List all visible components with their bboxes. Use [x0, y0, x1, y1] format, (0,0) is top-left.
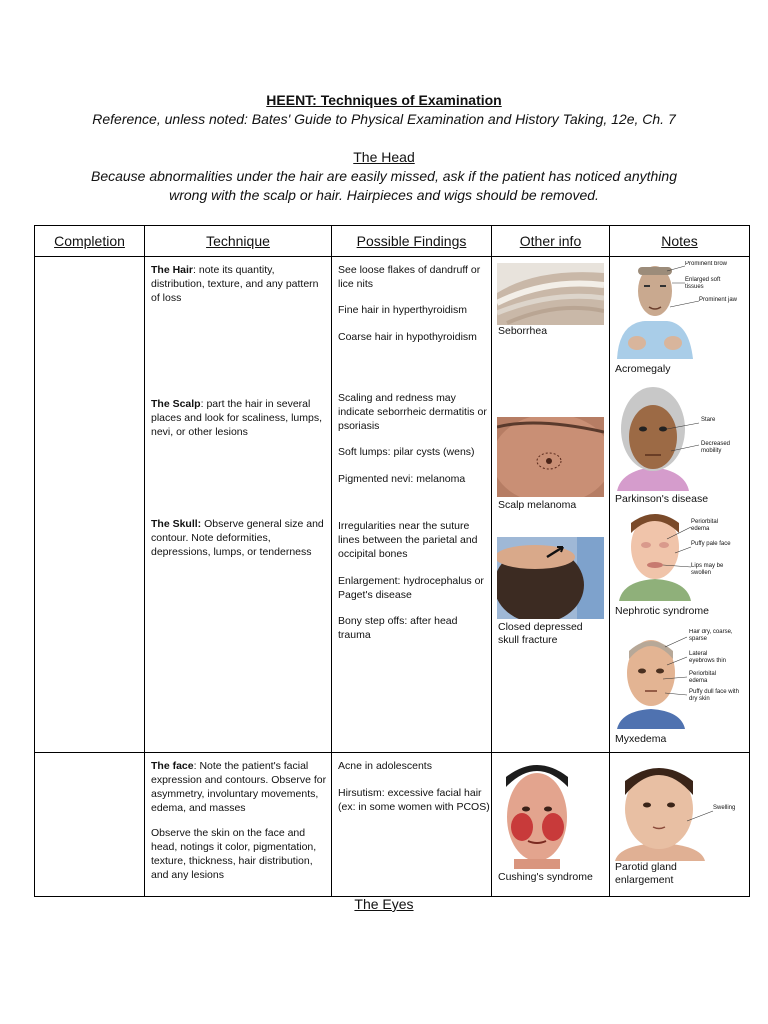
finding-item: Fine hair in hyperthyroidism	[338, 304, 467, 316]
col-header-notes: Notes	[610, 226, 750, 257]
col-header-other-info: Other info	[492, 226, 610, 257]
col-header-findings: Possible Findings	[332, 226, 492, 257]
myxedema-label: Lateral eyebrows thin	[689, 651, 727, 664]
myxedema-label: Puffy dull face with dry skin	[689, 689, 739, 702]
completion-cell	[35, 257, 145, 753]
caption-cushings: Cushing's syndrome	[498, 871, 593, 883]
caption-parotid: Parotid gland enlargement	[615, 861, 677, 886]
finding-item: Hirsutism: excessive facial hair (ex: in some women with PCOS)	[338, 787, 490, 813]
skull-fracture-photo	[497, 537, 604, 619]
finding-item: See loose flakes of dandruff or lice nits	[338, 264, 481, 290]
col-header-completion: Completion	[35, 226, 145, 257]
col-header-technique: Technique	[145, 226, 332, 257]
seborrhea-photo	[497, 263, 604, 325]
exam-table	[34, 225, 750, 897]
parkinsons-label: Decreased mobility	[701, 441, 731, 454]
head-intro	[84, 167, 684, 205]
finding-item: Pigmented nevi: melanoma	[338, 473, 466, 485]
finding-item: Bony step offs: after head trauma	[338, 615, 458, 641]
caption-acromegaly: Acromegaly	[615, 363, 671, 375]
nephrotic-label: Lips may be swollen	[691, 563, 724, 576]
myxedema-illustration	[615, 629, 743, 729]
intro-line-1: Because abnormalities under the hair are easily missed, ask if the patient has noticed anything	[90, 168, 677, 184]
finding-item: Scaling and redness may indicate seborrheic dermatitis or psoriasis	[338, 392, 487, 432]
technique-face-skin: Observe the skin on the face and head, notings it color, pigmentation, texture, thickness, hair distribution, and any lesions	[151, 827, 317, 881]
nephrotic-label: Puffy pale face	[691, 541, 731, 547]
findings-cell	[332, 753, 492, 897]
finding-item: Soft lumps: pilar cysts (wens)	[338, 446, 475, 458]
acromegaly-label: Enlarged soft tissues	[685, 277, 721, 290]
completion-cell	[35, 753, 145, 897]
table-row-head	[35, 257, 750, 753]
other-info-cell	[492, 257, 610, 753]
notes-cell	[610, 753, 750, 897]
nephrotic-label: Periorbital edema	[691, 519, 719, 532]
finding-item: Irregularities near the suture lines between the parietal and occipital bones	[338, 520, 478, 560]
technique-hair: The Hair: note its quantity, distribution, texture, and any pattern of loss	[151, 264, 319, 304]
technique-face: The face: Note the patient's facial expression and contours. Observe for asymmetry, involuntary movements, edema, and masses	[151, 760, 327, 814]
reference-line: Reference, unless noted: Bates' Guide to Physical Examination and History Taking, 12e, Ch. 7	[92, 111, 676, 127]
eyes-section-heading: The Eyes	[354, 896, 414, 912]
nephrotic-illustration	[615, 509, 743, 601]
intro-line-2: wrong with the scalp or hair. Hairpieces and wigs should be removed.	[169, 187, 599, 203]
technique-scalp: The Scalp: part the hair in several places and look for scaliness, lumps, nevi, or other lesions	[151, 398, 322, 438]
parotid-illustration	[615, 761, 743, 861]
document-title: HEENT: Techniques of Examination	[266, 92, 502, 108]
table-row-face	[35, 753, 750, 897]
notes-cell	[610, 257, 750, 753]
finding-item: Enlargement: hydrocephalus or Paget's disease	[338, 575, 484, 601]
caption-myxedema: Myxedema	[615, 733, 667, 745]
parkinsons-illustration	[615, 385, 743, 491]
parkinsons-label: Stare	[701, 417, 716, 423]
acromegaly-illustration	[615, 261, 743, 359]
header-row	[35, 226, 750, 257]
caption-skull-fracture: Closed depressed skull fracture	[498, 621, 583, 646]
other-info-cell	[492, 753, 610, 897]
technique-skull: The Skull: Observe general size and contour. Note deformities, depressions, lumps, or tenderness	[151, 518, 324, 558]
cushings-photo	[498, 761, 576, 869]
caption-parkinsons: Parkinson's disease	[615, 493, 709, 505]
finding-item: Acne in adolescents	[338, 760, 432, 772]
technique-cell	[145, 753, 332, 897]
caption-nephrotic: Nephrotic syndrome	[615, 605, 709, 617]
technique-cell	[145, 257, 332, 753]
findings-cell	[332, 257, 492, 753]
caption-scalp-melanoma: Scalp melanoma	[498, 499, 577, 511]
finding-item: Coarse hair in hypothyroidism	[338, 331, 477, 343]
head-section-heading: The Head	[353, 149, 415, 165]
acromegaly-label: Prominent brow	[685, 261, 728, 267]
parotid-label: Swelling	[713, 805, 736, 811]
acromegaly-label: Prominent jaw	[699, 297, 738, 303]
caption-seborrhea: Seborrhea	[498, 325, 548, 337]
scalp-melanoma-photo	[497, 417, 604, 497]
myxedema-label: Periorbital edema	[689, 671, 717, 684]
myxedema-label: Hair dry, coarse, sparse	[689, 629, 733, 642]
